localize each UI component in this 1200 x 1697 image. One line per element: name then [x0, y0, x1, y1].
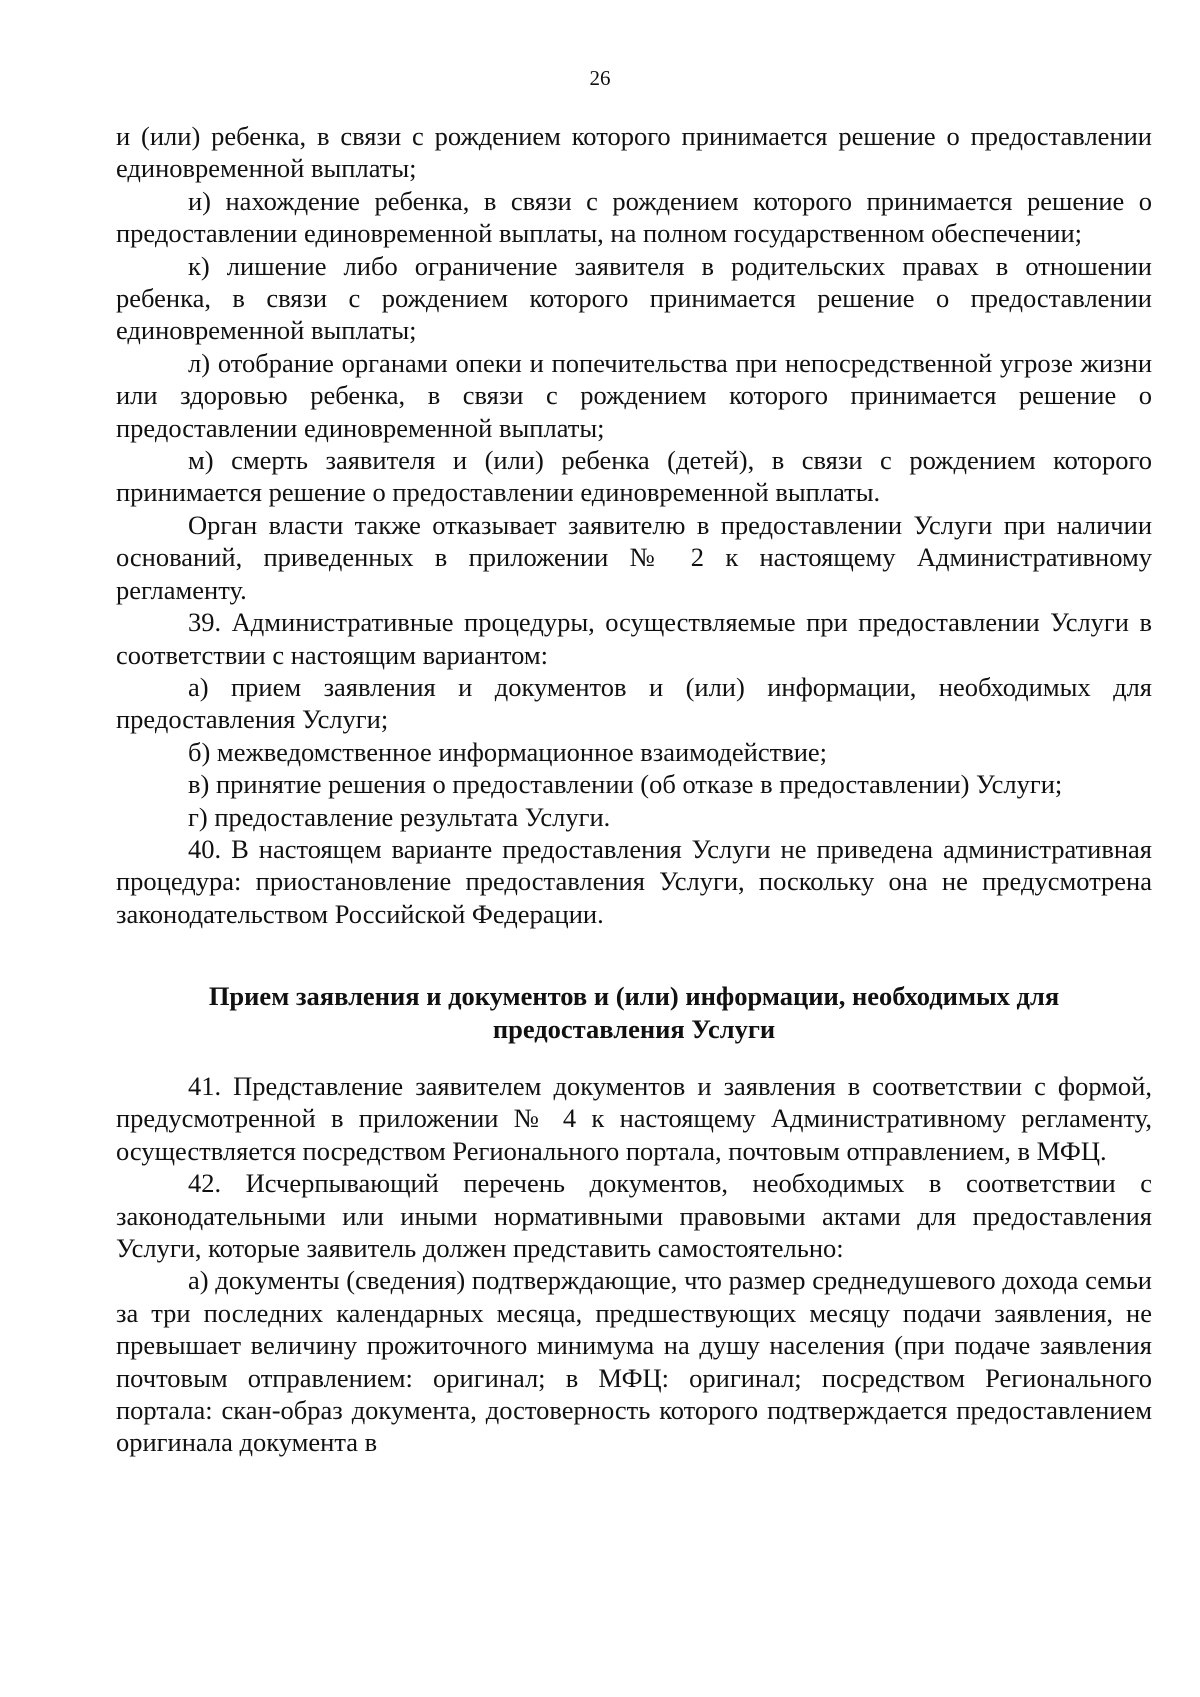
paragraph-refusal-grounds: Орган власти также отказывает заявителю в предоставлении Услуги при наличии оснований, приведенных в приложении № 2 к настоящему Административному регламенту.	[116, 509, 1152, 605]
paragraph-42: 42. Исчерпывающий перечень документов, необходимых в соответствии с законодательными или иными нормативными правовыми актами для предоставления Услуги, которые заявитель должен представить самостоятельно:	[116, 1168, 1152, 1263]
section-heading-line-1: Прием заявления и документов и (или) информации, необходимых для	[208, 981, 1060, 1012]
page-number: 26	[589, 66, 611, 90]
paragraph-42-a: а) документы (сведения) подтверждающие, что размер среднедушевого дохода семьи за три последних календарных месяца, предшествующих месяцу подачи заявления, не превышает величину прожиточного минимума на душу населения (при подаче заявления почтовым отправлением: оригинал; в МФЦ: оригинал; посредством Регионального портала: скан-образ документа, достоверность которого подтверждается предоставлением оригинала документа в	[116, 1265, 1152, 1458]
paragraph-item-k: к) лишение либо ограничение заявителя в родительских правах в отношении ребенка, в связи с рождением которого принимается решение о предоставлении единовременной выплаты;	[116, 250, 1152, 346]
paragraph-39-a: а) прием заявления и документов и (или) информации, необходимых для предоставления Услуги;	[116, 671, 1152, 735]
section-heading	[116, 980, 1152, 1045]
paragraph-item-i: и) нахождение ребенка, в связи с рождением которого принимается решение о предоставлении единовременной выплаты, на полном государственном обеспечении;	[116, 185, 1152, 249]
paragraph-39-g: г) предоставление результата Услуги.	[188, 801, 611, 832]
paragraph-39: 39. Административные процедуры, осуществляемые при предоставлении Услуги в соответствии с настоящим вариантом:	[116, 607, 1152, 670]
paragraph-item-l: л) отобрание органами опеки и попечительства при непосредственной угрозе жизни или здоровью ребенка, в связи с рождением которого принимается решение о предоставлении единовременной выплаты;	[116, 347, 1152, 443]
document-body	[116, 120, 1152, 1459]
paragraph-continuation: и (или) ребенка, в связи с рождением которого принимается решение о предоставлении единовременной выплаты;	[116, 121, 1152, 184]
section-heading-line-2: предоставления Услуги	[492, 1013, 776, 1044]
paragraph-41: 41. Представление заявителем документов и заявления в соответствии с формой, предусмотренной в приложении № 4 к настоящему Административному регламенту, осуществляется посредством Регионального портала, почтовым отправлением, в МФЦ.	[116, 1070, 1152, 1166]
paragraph-39-v: в) принятие решения о предоставлении (об отказе в предоставлении) Услуги;	[188, 769, 1063, 800]
paragraph-40: 40. В настоящем варианте предоставления Услуги не приведена административная процедура: приостановление предоставления Услуги, поскольку она не предусмотрена законодательством Российской Федерации.	[116, 833, 1152, 929]
paragraph-item-m: м) смерть заявителя и (или) ребенка (детей), в связи с рождением которого принимается решение о предоставлении единовременной выплаты.	[116, 445, 1152, 508]
paragraph-39-b: б) межведомственное информационное взаимодействие;	[188, 736, 828, 767]
